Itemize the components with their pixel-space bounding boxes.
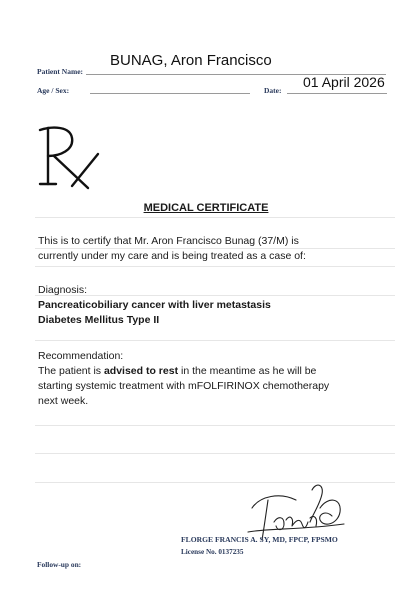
recommendation-label: Recommendation: [38,350,124,362]
rx-icon [36,124,108,190]
rule-line [35,425,395,426]
physician-name: FLORGE FRANCIS A. SY, MD, FPCP, FPSMO [181,535,338,544]
rule-line [35,453,395,454]
intro-line-2: currently under my care and is being treated as a case of: [38,250,306,262]
recommendation-line-2: starting systemic treatment with mFOLFIRINOX chemotherapy [38,380,330,392]
date-value: 01 April 2026 [303,74,385,90]
intro-line-1: This is to certify that Mr. Aron Francisco Bunag (37/M) is [38,235,299,247]
license-number: License No. 0137235 [181,548,244,556]
rule-line [35,266,395,267]
patient-name-label: Patient Name: [37,67,84,76]
age-sex-label: Age / Sex: [37,86,70,95]
date-label: Date: [264,86,282,95]
patient-name-value: BUNAG, Aron Francisco [110,52,272,69]
diagnosis-item-2: Diabetes Mellitus Type II [38,314,160,326]
recommendation-emphasis: advised to rest [103,365,179,377]
follow-up-label: Follow-up on: [37,560,82,569]
recommendation-line-3: next week. [38,395,89,407]
rule-line [35,217,395,218]
recommendation-pre: The patient is [38,365,104,377]
diagnosis-label: Diagnosis: [38,284,88,296]
age-sex-line [90,93,250,94]
recommendation-post: in the meantime as he will be [178,365,317,377]
date-line [287,93,387,94]
intro-text [38,234,306,264]
recommendation-line-1 [38,364,329,379]
rule-line [35,340,395,341]
diagnosis-item-1: Pancreaticobiliary cancer with liver metastasis [38,299,271,311]
diagnosis-section [38,283,271,328]
recommendation-section [38,349,329,409]
certificate-title: MEDICAL CERTIFICATE [143,202,269,214]
